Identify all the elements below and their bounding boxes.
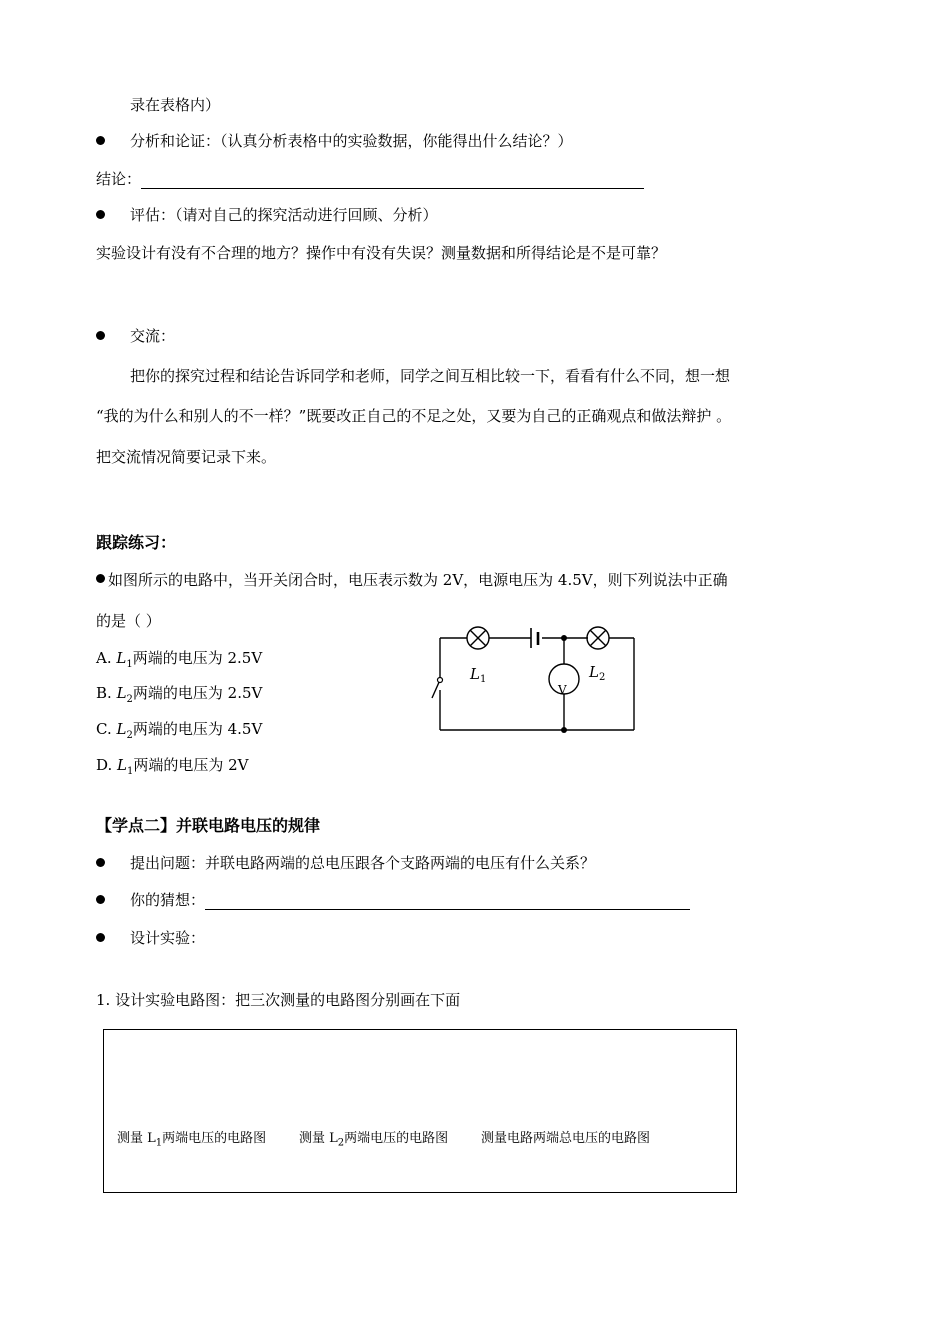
lamp-1-label: $L_1$ [470,665,487,685]
practice-heading: 跟踪练习： [96,533,177,552]
lamp-sub: 2 [126,730,133,741]
design-label: 设计实验： [130,929,206,947]
switch-contact [438,678,443,683]
voltmeter-icon [549,664,579,694]
step-1: 1. 设计实验电路图：把三次测量的电路图分别画在下面 [96,991,461,1009]
section2-heading: 【学点二】并联电路电压的规律 [96,816,321,835]
bullet-icon [96,210,105,219]
option-b[interactable] [96,683,262,710]
lamp-sub: 1 [126,659,133,670]
junction-dot [561,635,567,641]
bullet-icon [96,136,105,145]
conclusion-row [96,169,644,189]
box-label-total: 测量电路两端总电压的电路图 [481,1131,651,1146]
bullet-icon [96,574,105,583]
bullet-icon [96,895,105,904]
analysis-label: 分析和论证：（认真分析表格中的实验数据，你能得出什么结论？） [130,132,573,150]
lamp-sub: 1 [127,766,134,777]
guess-blank[interactable] [205,893,690,910]
evaluation-text: 实验设计有没有不合理的地方？操作中有没有失误？测量数据和所得结论是不是可靠？ [96,244,667,262]
box-label-l2: 测量 $L_2$两端电压的电路图 [299,1131,449,1149]
lamp-symbol: L [116,649,127,667]
option-text: 两端的电压为 4.5V [132,720,263,738]
conclusion-label: 结论： [96,170,142,188]
bullet-icon [96,331,105,340]
exchange-paragraph-1: 把你的探究过程和结论告诉同学和老师，同学之间互相比较一下，看看有什么不同，想一想 [130,367,731,385]
switch-blade [432,680,440,698]
exchange-paragraph-2: “我的为什么和别人的不一样？”既要改正自己的不足之处，又要为自己的正确观点和做法辩护 。 [96,407,732,425]
option-text: 两端的电压为 2.5V [132,649,263,667]
option-text: 两端的电压为 2.5V [132,684,263,702]
option-a[interactable] [96,648,262,675]
junction-dot [561,727,567,733]
guess-label: 你的猜想： [130,891,206,909]
lamp-1-icon [467,627,489,649]
drawing-box[interactable] [103,1029,737,1193]
option-d[interactable] [96,755,249,782]
question-text: 如图所示的电路中，当开关闭合时，电压表示数为 2V，电源电压为 4.5V，则下列说法中正确 [108,571,728,589]
bullet-icon [96,858,105,867]
conclusion-blank[interactable] [141,172,644,189]
lamp-symbol: L [116,720,127,738]
lamp-sub: 2 [126,694,133,705]
option-prefix: C. [96,720,117,738]
lamp-symbol: L [117,756,127,774]
option-text: 两端的电压为 2V [133,756,249,774]
bullet-icon [96,933,105,942]
evaluation-label: 评估：（请对自己的探究活动进行回顾、分析） [130,206,438,224]
exchange-paragraph-3: 把交流情况简要记录下来。 [96,448,277,466]
lamp-symbol: L [116,684,127,702]
voltmeter-label: V [558,683,567,697]
option-prefix: A. [96,649,117,667]
lamp-2-icon [587,627,609,649]
section2-question: 提出问题：并联电路两端的总电压跟各个支路两端的电压有什么关系？ [130,854,596,872]
guess-row [130,890,690,910]
exchange-label: 交流： [130,327,176,345]
box-label-l1: 测量 $L_1$两端电压的电路图 [117,1131,267,1149]
practice-question-line-2: 的是（ ） [96,612,161,630]
option-prefix: D. [96,756,118,774]
practice-question-line-1 [96,570,728,590]
option-prefix: B. [96,684,117,702]
lamp-2-label: $L_2$ [589,663,606,683]
option-c[interactable] [96,719,262,746]
intro-line: 录在表格内） [130,96,221,114]
